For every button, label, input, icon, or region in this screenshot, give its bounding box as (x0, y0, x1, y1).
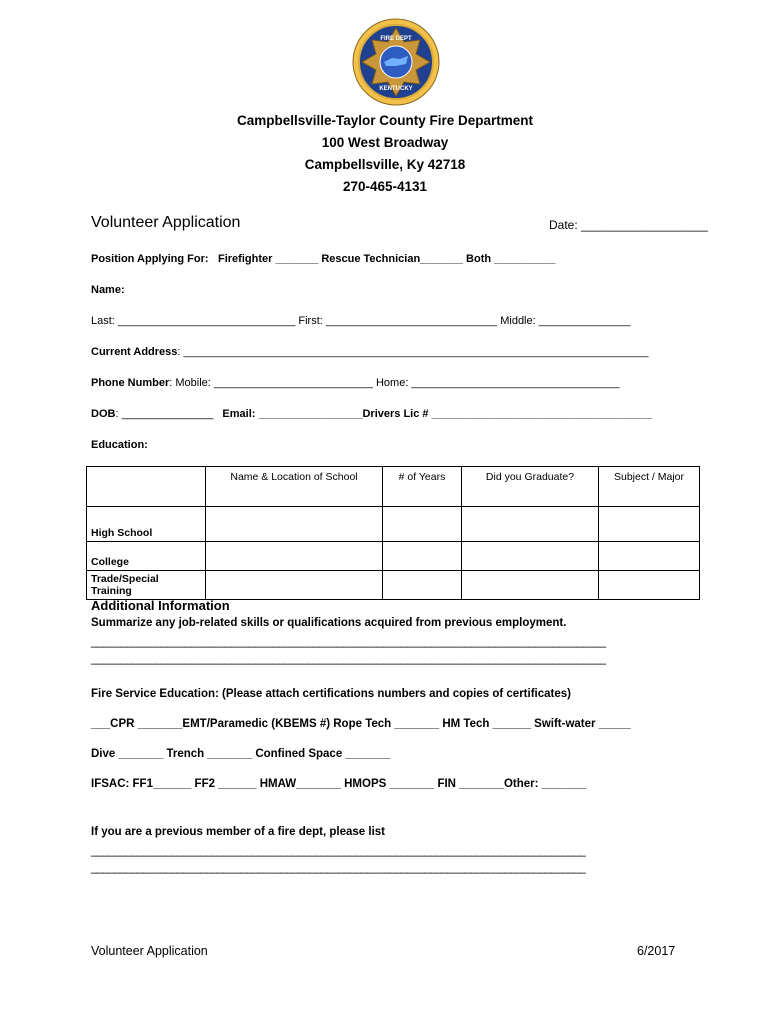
position-label: Position Applying For: (91, 253, 209, 265)
education-label: Education: (91, 439, 148, 451)
previous-member-line[interactable]: ______________________________________________________________________________________ (91, 862, 586, 874)
phone-label: Phone Number (91, 377, 170, 389)
name-label: Name: (91, 284, 125, 296)
table-row (87, 571, 700, 600)
address-label: Current Address (91, 346, 178, 358)
fire-service-heading: Fire Service Education: (Please attach certifications numbers and copies of certificates) (91, 688, 571, 700)
table-header-cell: # of Years (383, 467, 462, 507)
footer-date: 6/2017 (637, 944, 676, 958)
org-phone: 270-465-4131 (342, 179, 428, 194)
table-cell[interactable] (206, 542, 383, 571)
dob-email-row (91, 408, 652, 420)
additional-line[interactable]: ________________________________________________________________________________________ (91, 653, 606, 665)
ifsac-line[interactable]: IFSAC: FF1______ FF2 ______ HMAW_______ HMOPS _______ FIN _______Other: _______ (91, 778, 587, 790)
table-cell[interactable] (462, 542, 599, 571)
row-label: Trade/Special Training (87, 571, 206, 600)
dob-field[interactable]: : _______________ (115, 408, 214, 420)
table-cell[interactable] (462, 571, 599, 600)
name-fields[interactable]: Last: _____________________________ First: ____________________________ Middle: _______________ (91, 315, 631, 327)
table-cell[interactable] (462, 507, 599, 542)
previous-member-line[interactable]: ______________________________________________________________________________________ (91, 845, 586, 857)
table-cell[interactable] (206, 507, 383, 542)
table-cell[interactable] (599, 571, 700, 600)
certifications-line-1[interactable]: ___CPR _______EMT/Paramedic (KBEMS #) Rope Tech _______ HM Tech ______ Swift-water _____ (91, 718, 631, 730)
row-label: College (87, 542, 206, 571)
date-field[interactable]: Date: ___________________ (549, 218, 708, 232)
table-cell[interactable] (383, 571, 462, 600)
certifications-line-2[interactable]: Dive _______ Trench _______ Confined Space _______ (91, 748, 391, 760)
table-header-row (87, 467, 700, 507)
phone-row (91, 377, 619, 389)
org-street: 100 West Broadway (321, 135, 449, 150)
table-cell[interactable] (206, 571, 383, 600)
table-cell[interactable] (383, 507, 462, 542)
logo-text-bottom: KENTUCKY (379, 86, 413, 92)
table-row (87, 507, 700, 542)
table-cell[interactable] (383, 542, 462, 571)
table-header-cell: Subject / Major (599, 467, 700, 507)
table-cell[interactable] (599, 542, 700, 571)
position-options[interactable]: Firefighter _______ Rescue Technician_______ Both __________ (218, 253, 556, 265)
table-header-cell (87, 467, 206, 507)
address-field[interactable]: : ____________________________________________________________________________ (177, 346, 649, 358)
table-header-cell: Name & Location of School (206, 467, 383, 507)
phone-fields[interactable]: : Mobile: __________________________ Home: __________________________________ (169, 377, 620, 389)
footer-title: Volunteer Application (91, 944, 208, 958)
org-name: Campbellsville-Taylor County Fire Department (236, 113, 534, 128)
logo-text-top: FIRE DEPT (380, 36, 412, 42)
dob-label: DOB (91, 408, 116, 420)
org-city: Campbellsville, Ky 42718 (304, 157, 466, 172)
email-label: Email (222, 408, 252, 420)
additional-line[interactable]: ________________________________________________________________________________________ (91, 636, 606, 648)
previous-member-prompt: If you are a previous member of a fire dept, please list (91, 826, 385, 838)
fire-department-seal-logo (350, 18, 442, 106)
education-table (86, 466, 700, 600)
additional-prompt: Summarize any job-related skills or qualifications acquired from previous employment. (91, 617, 567, 629)
address-row (91, 346, 648, 358)
email-license-field[interactable]: : _________________Drivers Lic # ____________________________________ (251, 408, 652, 420)
additional-heading: Additional Information (91, 598, 230, 613)
table-header-cell: Did you Graduate? (462, 467, 599, 507)
table-cell[interactable] (599, 507, 700, 542)
table-row (87, 542, 700, 571)
row-label: High School (87, 507, 206, 542)
form-title: Volunteer Application (91, 214, 241, 231)
